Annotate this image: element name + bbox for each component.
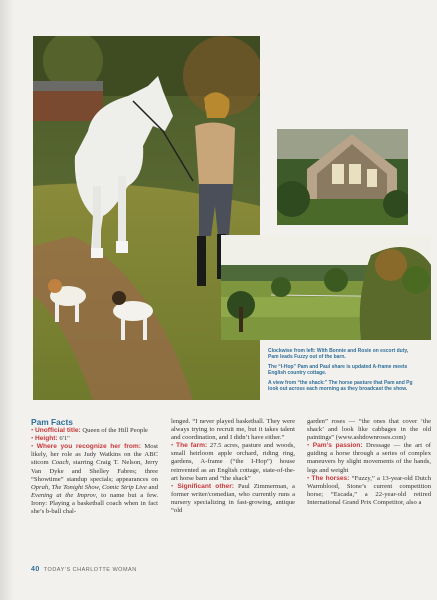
fact-significant-other: • Significant other: Paul Zimmerman, a former writer/comedian, who currently runs a nursery specializing in fast-growing, antique “old [171, 482, 295, 515]
fact-height: • Height: 6'1" [31, 435, 70, 443]
photo-captions [268, 348, 418, 395]
page-gutter [0, 0, 14, 600]
page-footer [31, 566, 137, 573]
publication-name: TODAY’S CHARLOTTE WOMAN [43, 567, 137, 573]
caption-main: Clockwise from left: With Bonnie and Rosie on escort duty, Pam leads Fuzzy out of the barn. [268, 348, 409, 361]
caption-pasture: A view from “the shack:” The horse pasture that Pam and Pg look out across each morning as they broadcast the show. [268, 379, 413, 393]
fact-horses: • The horses: “Fuzzy,” a 13-year-old Dutch Warmblood, Stone’s current competition horse; “Escada,” a 22-year-old retired International Grand Prix Competitor, also a [307, 474, 432, 506]
fact-significant-other-continued: garden” roses — “the ones that cover ‘the shack’ and look like cabbages in the old paintings” (www.ashdownroses.com) [307, 418, 431, 442]
photo-a-frame-cottage [277, 129, 408, 225]
fact-farm: • The farm: 27.5 acres, pasture and woods, small heirloom apple orchard, riding ring, gardens, A-frame (“the I-Hop”) house reinvented as an English cottage, state-of-the-art horse barn and “the shack” [171, 442, 295, 482]
fact-unofficial-title: • Unofficial title: Queen of the Hill People [31, 427, 148, 435]
section-heading: Pam Facts [31, 417, 73, 427]
photo-pam-leading-horse [33, 36, 260, 400]
text-column-1 [31, 418, 158, 516]
page-number: 40 [31, 566, 40, 573]
text-column-2 [171, 418, 295, 515]
fact-recognize: • Where you recognize her from: Most likely, her role as Judy Watkins on the ABC sitcom Coach, starring Craig T. Nelson, Jerry Van Dyke and Shelley Fabres; three “Showtime” standup specials; appearances on Oprah, The Tonight Show, Comic Strip Live and Evening at the Improv, to name but a few. Irony: Playing a basketball coach when in fact she’s b-ball chal- [31, 443, 158, 516]
photo-horse-pasture [221, 235, 431, 340]
caption-cottage: The “I-Hop” Pam and Paul share is updated A-frame meets English country cottage. [268, 363, 408, 377]
text-column-3 [307, 418, 431, 507]
fact-recognize-continued: lenged. “I never played basketball. They were always trying to recruit me, but it takes talent and coordination, and I didn’t have either.” [171, 418, 295, 442]
fact-passion: • Pam’s passion: Dressage — the art of guiding a horse through a series of complex maneuvers by slight movements of the hands, legs and weight [307, 442, 431, 474]
